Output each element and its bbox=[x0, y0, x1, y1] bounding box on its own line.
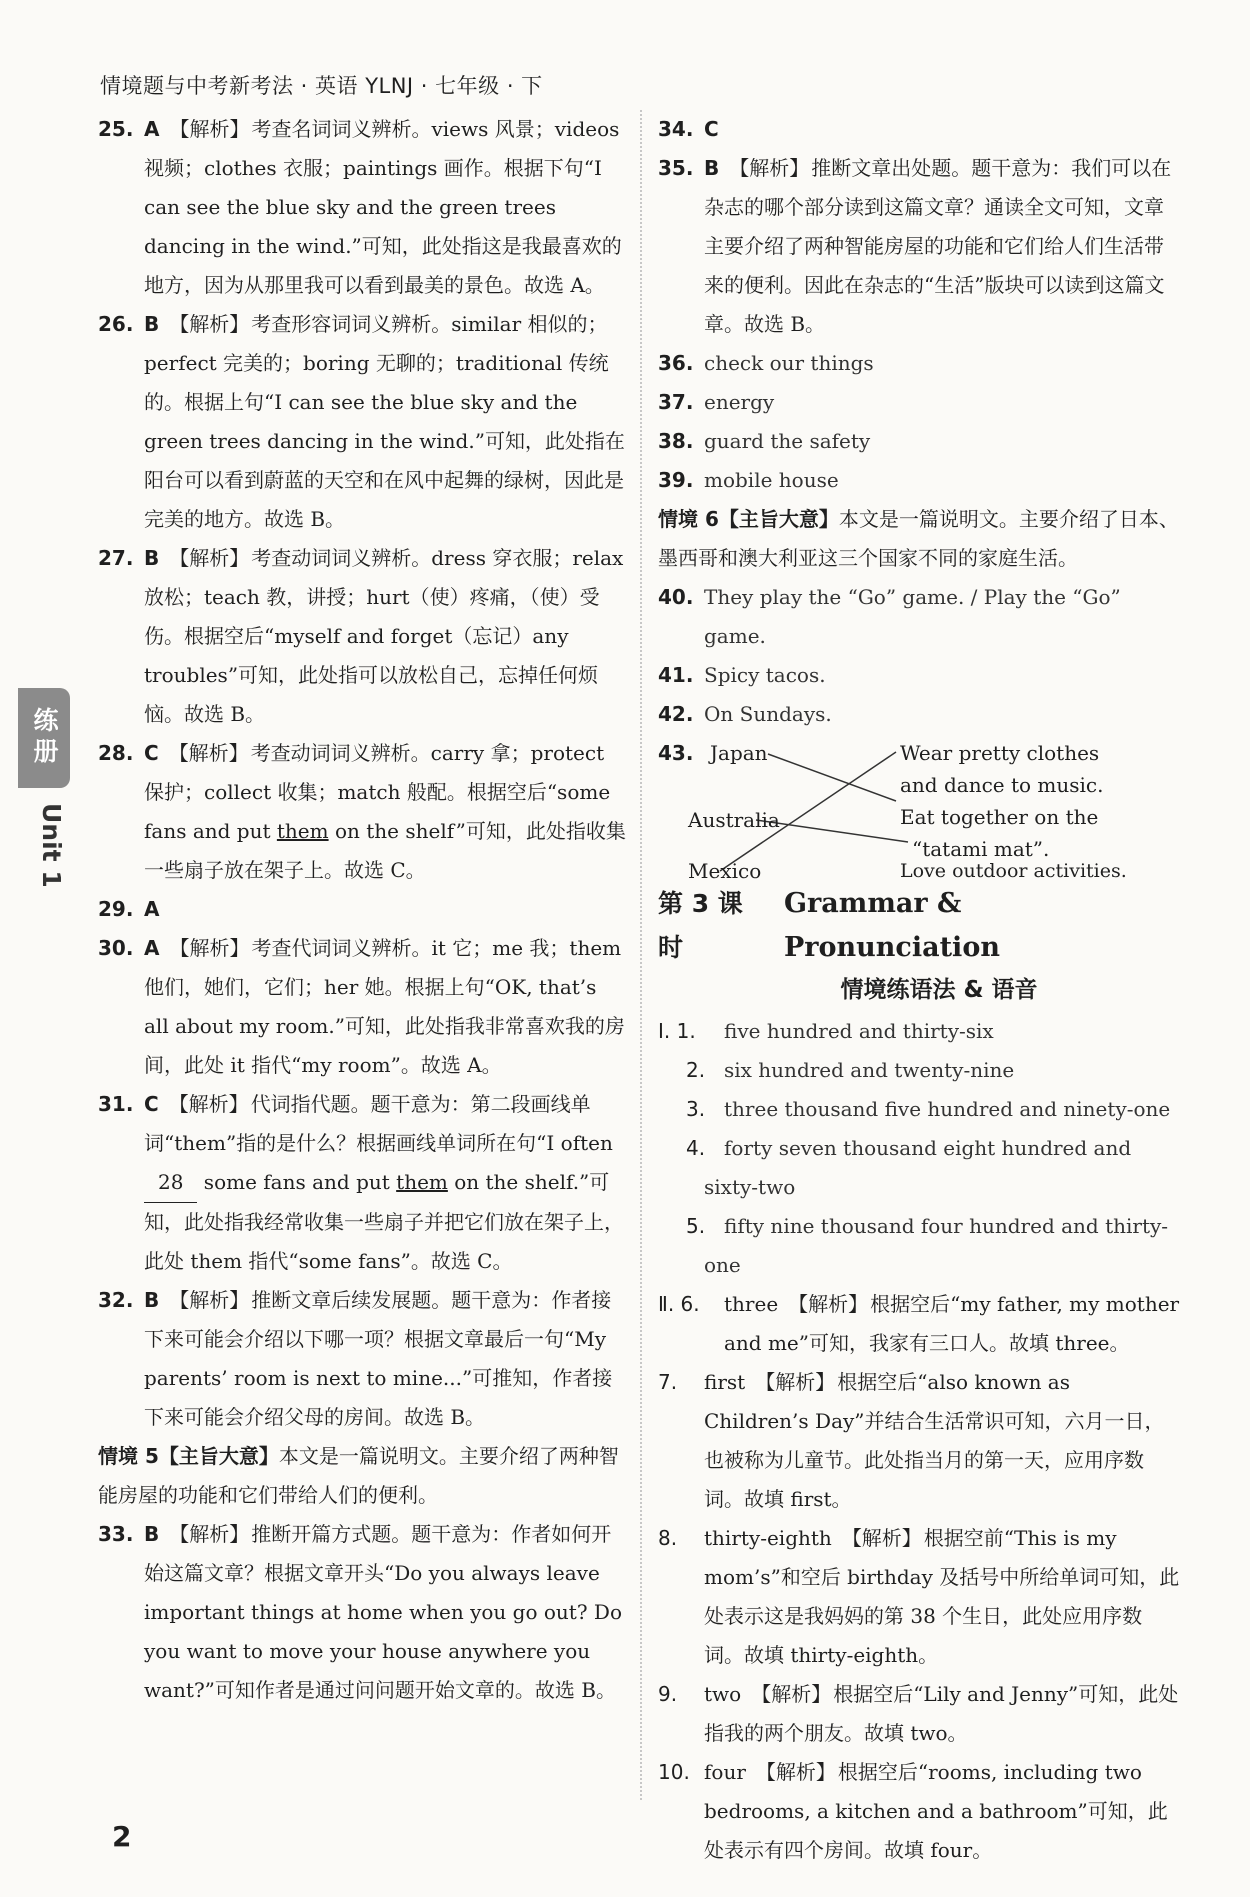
answer-42: 42. On Sundays. bbox=[658, 702, 832, 726]
match-right-1b: and dance to music. bbox=[900, 773, 1104, 797]
left-column bbox=[98, 110, 626, 1710]
answer-31: 31. C 【解析】 代词指代题。题干意为：第二段画线单词“them”指的是什么？根据画线单词所在句“I often 28 some fans and put them on the shelf.”可知，此处指我经常收集一些扇子并把它们放在架子上，此处 them 指代“some fans”。故选 C。 bbox=[98, 1092, 624, 1273]
answer-29: 29. A bbox=[98, 897, 160, 921]
grammar-3: 3. three thousand five hundred and ninety-one bbox=[686, 1097, 1171, 1121]
grammar-2: 2. six hundred and twenty-nine bbox=[686, 1058, 1015, 1082]
answer-28: 28. C 【解析】 考查动词词义辨析。carry 拿；protect 保护；collect 收集；match 般配。根据空后“some fans and put them on the shelf”可知，此处指收集一些扇子放在架子上。故选 C。 bbox=[98, 741, 626, 882]
grammar-8: 8. thirty-eighth 【解析】 根据空前“This is my mom’s”和空后 birthday 及括号中所给单词可知，此处表示这是我妈妈的第 38 个生日，此处应用序数词。故填 thirty-eighth。 bbox=[658, 1526, 1180, 1667]
answer-37: 37. energy bbox=[658, 390, 775, 414]
answer-27: 27. B 【解析】 考查动词词义辨析。dress 穿衣服；relax 放松；teach 教，讲授；hurt（使）疼痛，（使）受伤。根据空后“myself and forget（忘记）any troubles”可知，此处指可以放松自己，忘掉任何烦恼。故选 B。 bbox=[98, 546, 624, 726]
answer-30: 30. A 【解析】 考查代词词义辨析。it 它；me 我；them 他们，她们，它们；her 她。根据上句“OK, that’s all about my room.”可知，此处指我非常喜欢我的房间，此处 it 指代“my room”。故选 A。 bbox=[98, 936, 625, 1077]
match-left-japan: Japan bbox=[710, 741, 768, 765]
match-right-1a: Wear pretty clothes bbox=[900, 741, 1100, 765]
page-header: 情境题与中考新考法 · 英语 YLNJ · 七年级 · 下 bbox=[100, 74, 543, 98]
match-left-mexico: Mexico bbox=[688, 859, 762, 883]
lesson-subtitle: 情境练语法 & 语音 bbox=[840, 977, 1038, 1003]
scene-5-summary: 情境 5【主旨大意】本文是一篇说明文。主要介绍了两种智能房屋的功能和它们带给人们的便利。 bbox=[98, 1444, 619, 1507]
match-right-2b: “tatami mat”. bbox=[912, 837, 1050, 861]
answer-36: 36. check our things bbox=[658, 351, 874, 375]
answer-32: 32. B 【解析】 推断文章后续发展题。题干意为：作者接下来可能会介绍以下哪一项？根据文章最后一句“My parents’ room is next to mine...”可推知，作者接下来可能会介绍父母的房间。故选 B。 bbox=[98, 1288, 613, 1429]
answer-41: 41. Spicy tacos. bbox=[658, 663, 826, 687]
grammar-10: 10. four 【解析】 根据空后“rooms, including two bedrooms, a kitchen and a bathroom”可知，此处表示有四个房间。故填 four。 bbox=[658, 1760, 1168, 1862]
answer-40: 40. They play the “Go” game. / Play the “Go” game. bbox=[658, 585, 1121, 648]
lesson-title: 第 3 课时 Grammar & Pronunciation bbox=[658, 888, 1000, 963]
grammar-5: 5. fifty nine thousand four hundred and thirty-one bbox=[686, 1214, 1169, 1277]
column-divider bbox=[640, 110, 642, 1800]
answer-26: 26. B 【解析】 考查形容词词义辨析。similar 相似的；perfect 完美的；boring 无聊的；traditional 传统的。根据上句“I can see the blue sky and the green trees dancing in the wind.”可知，此处指在阳台可以看到蔚蓝的天空和在风中起舞的绿树，因此是完美的地方。故选 B。 bbox=[98, 312, 625, 531]
match-right-3: Love outdoor activities. bbox=[900, 860, 1127, 882]
grammar-1: Ⅰ. 1. five hundred and thirty-six bbox=[658, 1019, 994, 1043]
line-japan bbox=[768, 754, 896, 801]
section-tab: 练册 bbox=[18, 688, 70, 788]
answer-34: 34. C bbox=[658, 117, 719, 141]
unit-label: Unit 1 bbox=[37, 802, 66, 888]
answer-25: 25. A 【解析】 考查名词词义辨析。views 风景；videos 视频；clothes 衣服；paintings 画作。根据下句“I can see the blue sky and the green trees dancing in the wind.”可知，此处指这是我最喜欢的地方，因为从那里我可以看到最美的景色。故选 A。 bbox=[98, 117, 622, 297]
answer-35: 35. B 【解析】 推断文章出处题。题干意为：我们可以在杂志的哪个部分读到这篇文章？通读全文可知，文章主要介绍了两种智能房屋的功能和它们给人们生活带来的便利。因此在杂志的“生活”版块可以读到这篇文章。故选 B。 bbox=[658, 156, 1172, 336]
grammar-6: Ⅱ. 6. three 【解析】 根据空后“my father, my mother and me”可知，我家有三口人。故填 three。 bbox=[658, 1292, 1180, 1355]
answer-33: 33. B 【解析】 推断开篇方式题。题干意为：作者如何开始这篇文章？根据文章开头“Do you always leave important things at home when you go out? Do you want to move your house anywhere you want?”可知作者是通过问问题开始文章的。故选 B。 bbox=[98, 1522, 622, 1702]
grammar-9: 9. two 【解析】 根据空后“Lily and Jenny”可知，此处指我的两个朋友。故填 two。 bbox=[658, 1682, 1179, 1745]
page-number: 2 bbox=[112, 1820, 132, 1853]
answer-38: 38. guard the safety bbox=[658, 429, 871, 453]
scene-6-summary: 情境 6【主旨大意】本文是一篇说明文。主要介绍了日本、墨西哥和澳大利亚这三个国家不同的家庭生活。 bbox=[658, 507, 1179, 570]
answer-39: 39. mobile house bbox=[658, 468, 839, 492]
grammar-4: 4. forty seven thousand eight hundred and sixty-two bbox=[686, 1136, 1132, 1199]
right-column bbox=[658, 110, 1180, 1870]
answer-43-matching: 43. Japan Australia Mexico Wear pretty clothes and dance to music. Eat together on the “tatami mat”. Love outdoor activities. bbox=[658, 734, 1180, 882]
grammar-7: 7. first 【解析】 根据空后“also known as Children’s Day”并结合生活常识可知，六月一日，也被称为儿童节。此处指当月的第一天，应用序数词。故填 first。 bbox=[658, 1370, 1165, 1511]
match-left-australia: Australia bbox=[688, 808, 780, 832]
match-right-2a: Eat together on the bbox=[900, 805, 1099, 829]
